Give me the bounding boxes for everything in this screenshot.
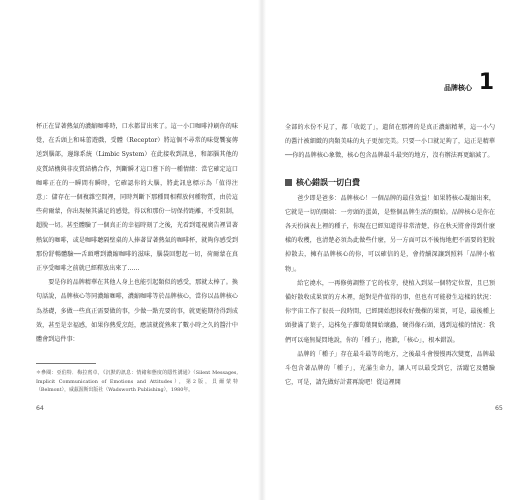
body-paragraph: 全部的水份不見了，都「收乾了」，遺留在那裡的是真正濃縮精華，這一小勺的醬汁被細緻的肉類美味的丸子更加完美。只要一小口就足夠了，這正是精華──你的品牌核心象徵，核心包含品牌最斗最突的地方，沒有辦法再更縮減了。 [285,124,495,160]
body-paragraph: 爸少即是爸多：品牌核心！一個品牌的最佳效益！如果將核心凝縮出來，它就是一切的開端：一旁頭的蛋黃，是整個品牌生活的開始。品牌核心是你在各天扮演表上裡的種子，你現在已經知道得非常清楚，你在秋天將會得到什麼樣的收穫，也清楚必須為此做些什麼，另一方面可以不後悔地把不需要的犯脫掉散去，擁有品牌核心的你，可以確信的是，會持續深讓到照料「品牌小植物」。 [285,194,495,273]
section-heading-text: 核心錯誤一切白費 [296,177,360,187]
footnote: ＊參閱：亞伯特．梅拉賓卓，《沉默的訊息：情緒和態度的隱性溝通》（Silent Messages, Implicit Communication of Emotions and Attitudes），第2版，貝爾蒙特（Belmont），威茲渥斯出版社（Wadsworth Publishing），1980年。 [36,370,238,393]
right-page [262,0,520,500]
chapter-number: 1 [478,70,494,95]
section-heading [285,176,495,190]
body-paragraph: 杯正在冒著熱氣的濃縮咖啡時，口水都冒出來了。這一小口咖啡沖刷你的味覺，在舌頭上和味蕾遊戲，受體（Receptor）將這個不尋常的味覺饗宴傳送到腦部，邊緣系統（Limbic System）在此接收到訊息，和部腦其他的皮質結構與非皮質結構合作，判斷瞬才這口嘗下的一種情緒：當它確定這口咖啡正在的一瞬間有瞬時，它確認你的大腦，將此訊息標示為「值得注意」：儲存在一個複雜空間裡，同時判斷下那種間相釋放何種物質，由於這些荷爾蒙，你出現極其滿足的感覺，得以和那份一切保持距離，不受阻制，超脫一切。甚至體驗了一個真正的幸福時刻了之後，光看到電視廣告裡冒著熱氣的咖啡，或是咖啡聽隔壁桌的人捧著冒著熱氣的咖啡杯，就夠你感受到那份舒暢體驗──舌頭嚐到濃縮咖啡的滋味，腦袋回想起一切，荷爾蒙在真正享受咖啡之前就已經釋放出來了…… [36,123,238,273]
body-paragraph: 品牌的「種子」存在最斗最等的地方，之後最斗會慢慢再次變寬，品牌最斗包含著品牌的「種子」，光滿生命力，讓人可以最受到它，活躍它及體驗它，可是，請先做好計畫再說吧！從這裡開 [285,350,495,387]
running-head-title: 品牌核心 [444,83,472,92]
body-paragraph: 要是你的品牌精華在其他人身上也能引起類似的感受，那就太棒了。換句話說，品牌核心等同濃縮咖啡，濃縮咖啡等於品牌核心，當你以品牌核心為基礎，多做一些真正需要做的事，少做一點充要的事，就更能期待得到成效，甚至是幸福感，如果你熱愛烹飪，應該就從熟來了數小時之久的醬汁中體會到這件事： [36,279,238,344]
page-number-left: 64 [36,405,44,412]
right-body-text [285,121,495,390]
left-body-text [36,120,238,347]
footnote-divider [36,363,96,364]
square-bullet-icon [285,179,292,186]
body-paragraph: 給它澆水，一再修剪調整了它的枝芽，使植入到某一個特定位置，且已預備好散收成果實的方木裡，絕對是件值得的事，但也有可能發生這樣的狀況：你宇宙工作了很長一段時間，已經開始想採收好幾棵的果實，可是，最後種上頭發滿了葉子，這株兔子蘿蔔葉開始壞蟲，硬得像石頭，遇到這樣的情況：我們可以毫無疑問地說，你的「種子」，抱歉，「核心」，根本錯誤。 [285,279,495,344]
page-number-right: 65 [495,405,503,412]
